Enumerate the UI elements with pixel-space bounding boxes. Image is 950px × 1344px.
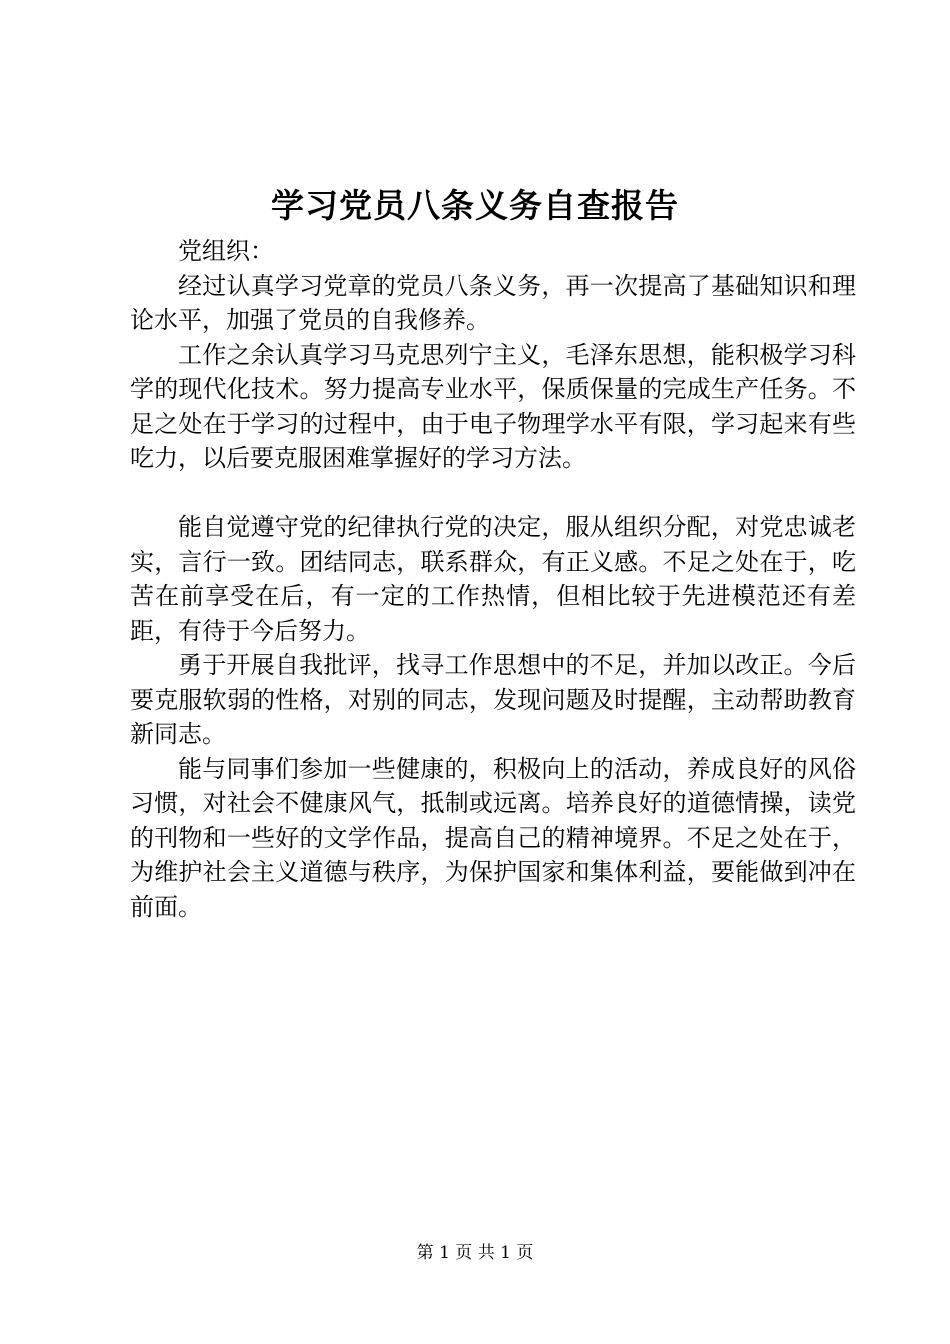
paragraph: 工作之余认真学习马克思列宁主义，毛泽东思想，能积极学习科学的现代化技术。努力提高专业水平，保质保量的完成生产任务。不足之处在于学习的过程中，由于电子物理学水平有限，学习起来有些吃力，以后要克服困难掌握好的学习方法。 bbox=[130, 340, 856, 472]
paragraph: 经过认真学习党章的党员八条义务，再一次提高了基础知识和理论水平，加强了党员的自我修养。 bbox=[130, 271, 856, 334]
paragraph: 能自觉遵守党的纪律执行党的决定，服从组织分配，对党忠诚老实，言行一致。团结同志，联系群众，有正义感。不足之处在于，吃苦在前享受在后，有一定的工作热情，但相比较于先进模范还有差距，有待于今后努力。 bbox=[130, 513, 856, 645]
document-body bbox=[130, 234, 856, 924]
paragraph-gap bbox=[130, 476, 856, 511]
document-title: 学习党员八条义务自查报告 bbox=[271, 186, 679, 225]
page-footer: 第 1 页 共 1 页 bbox=[416, 1243, 534, 1263]
salutation: 党组织： bbox=[178, 237, 274, 265]
paragraph: 能与同事们参加一些健康的，积极向上的活动，养成良好的风俗习惯，对社会不健康风气，抵制或远离。培养良好的道德情操，读党的刊物和一些好的文学作品，提高自己的精神境界。不足之处在于，为维护社会主义道德与秩序，为保护国家和集体利益，要能做到冲在前面。 bbox=[130, 754, 856, 921]
paragraph: 勇于开展自我批评，找寻工作思想中的不足，并加以改正。今后要克服软弱的性格，对别的同志，发现问题及时提醒，主动帮助教育新同志。 bbox=[130, 651, 856, 748]
